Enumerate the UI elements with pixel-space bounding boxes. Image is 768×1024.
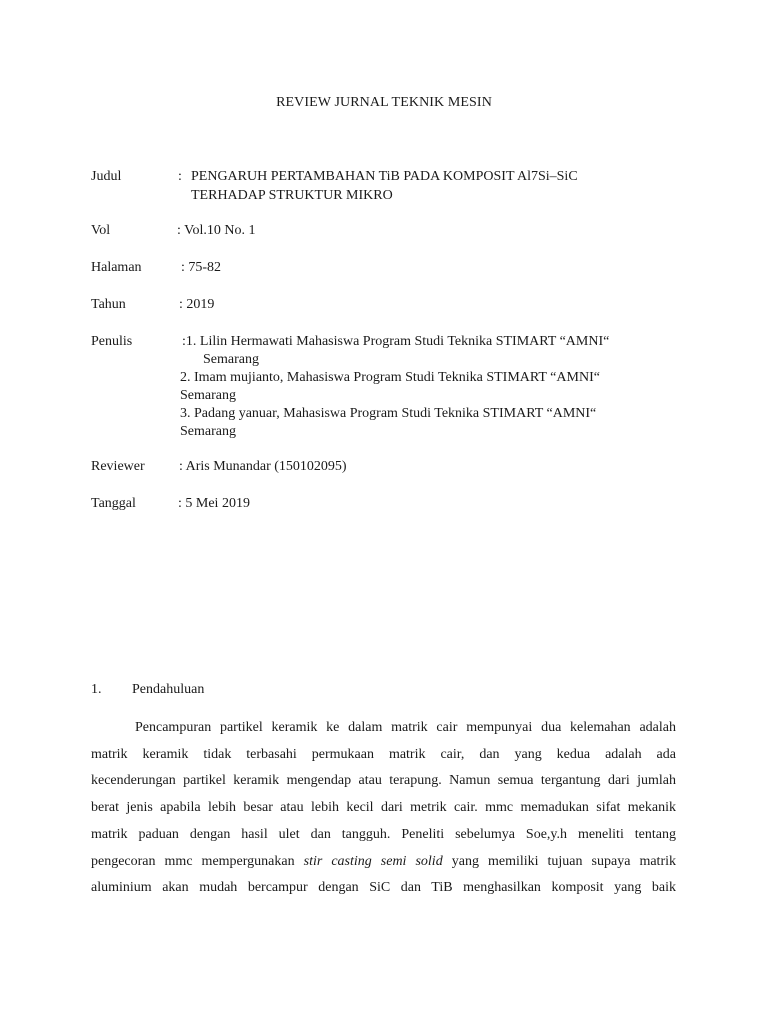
field-label-tahun: Tahun [91, 297, 126, 312]
field-label-tanggal: Tanggal [91, 496, 136, 511]
field-value-judul-line1: PENGARUH PERTAMBAHAN TiB PADA KOMPOSIT Al7Si–SiC [191, 169, 578, 184]
field-value-penulis-line5: 3. Padang yanuar, Mahasiswa Program Studi Teknika STIMART “AMNI“ [180, 406, 597, 421]
field-value-halaman: : 75-82 [181, 260, 222, 275]
section-paragraph [91, 715, 676, 902]
paragraph-line-with-italic [91, 849, 676, 876]
field-label-reviewer: Reviewer [91, 459, 145, 474]
field-value-tanggal: : 5 Mei 2019 [178, 496, 250, 511]
paragraph-text: yang memiliki tujuan supaya matrik [442, 853, 676, 869]
paragraph-line: matrik keramik tidak terbasahi permukaan matrik cair, dan yang kedua adalah ada [91, 746, 676, 762]
document-title: REVIEW JURNAL TEKNIK MESIN [276, 95, 492, 110]
paragraph-italic-term: stir casting semi solid [303, 853, 443, 869]
paragraph-line: matrik paduan dengan hasil ulet dan tangguh. Peneliti sebelumya Soe,y.h meneliti tentang [91, 826, 676, 842]
field-value-penulis-line3: 2. Imam mujianto, Mahasiswa Program Studi Teknika STIMART “AMNI“ [180, 370, 600, 385]
field-label-judul: Judul [91, 169, 122, 184]
section-title: Pendahuluan [132, 682, 205, 697]
paragraph-line: berat jenis apabila lebih besar atau lebih kecil dari metrik cair. mmc memadukan sifat mekanik [91, 800, 676, 816]
paragraph-line: kecenderungan partikel keramik mengendap atau terapung. Namun semua tergantung dari jumlah [91, 773, 676, 789]
paragraph-text: pengecoran mmc mempergunakan [91, 853, 304, 869]
field-sep-judul: : [178, 169, 182, 184]
field-value-tahun: : 2019 [179, 297, 215, 312]
field-label-halaman: Halaman [91, 260, 142, 275]
field-label-vol: Vol [91, 223, 111, 238]
field-value-judul-line2: TERHADAP STRUKTUR MIKRO [191, 188, 393, 203]
field-value-vol: : Vol.10 No. 1 [177, 223, 256, 238]
field-value-penulis-line4: Semarang [180, 388, 236, 403]
section-number: 1. [91, 682, 102, 697]
field-value-penulis-line2: Semarang [203, 352, 259, 367]
field-value-penulis-line1: :1. Lilin Hermawati Mahasiswa Program Studi Teknika STIMART “AMNI“ [182, 334, 610, 349]
field-value-reviewer: : Aris Munandar (150102095) [179, 459, 347, 474]
field-label-penulis: Penulis [91, 334, 133, 349]
field-value-penulis-line6: Semarang [180, 424, 236, 439]
paragraph-line: aluminium akan mudah bercampur dengan SiC dan TiB menghasilkan komposit yang baik [91, 880, 676, 896]
paragraph-line: Pencampuran partikel keramik ke dalam matrik cair mempunyai dua kelemahan adalah [135, 720, 676, 735]
